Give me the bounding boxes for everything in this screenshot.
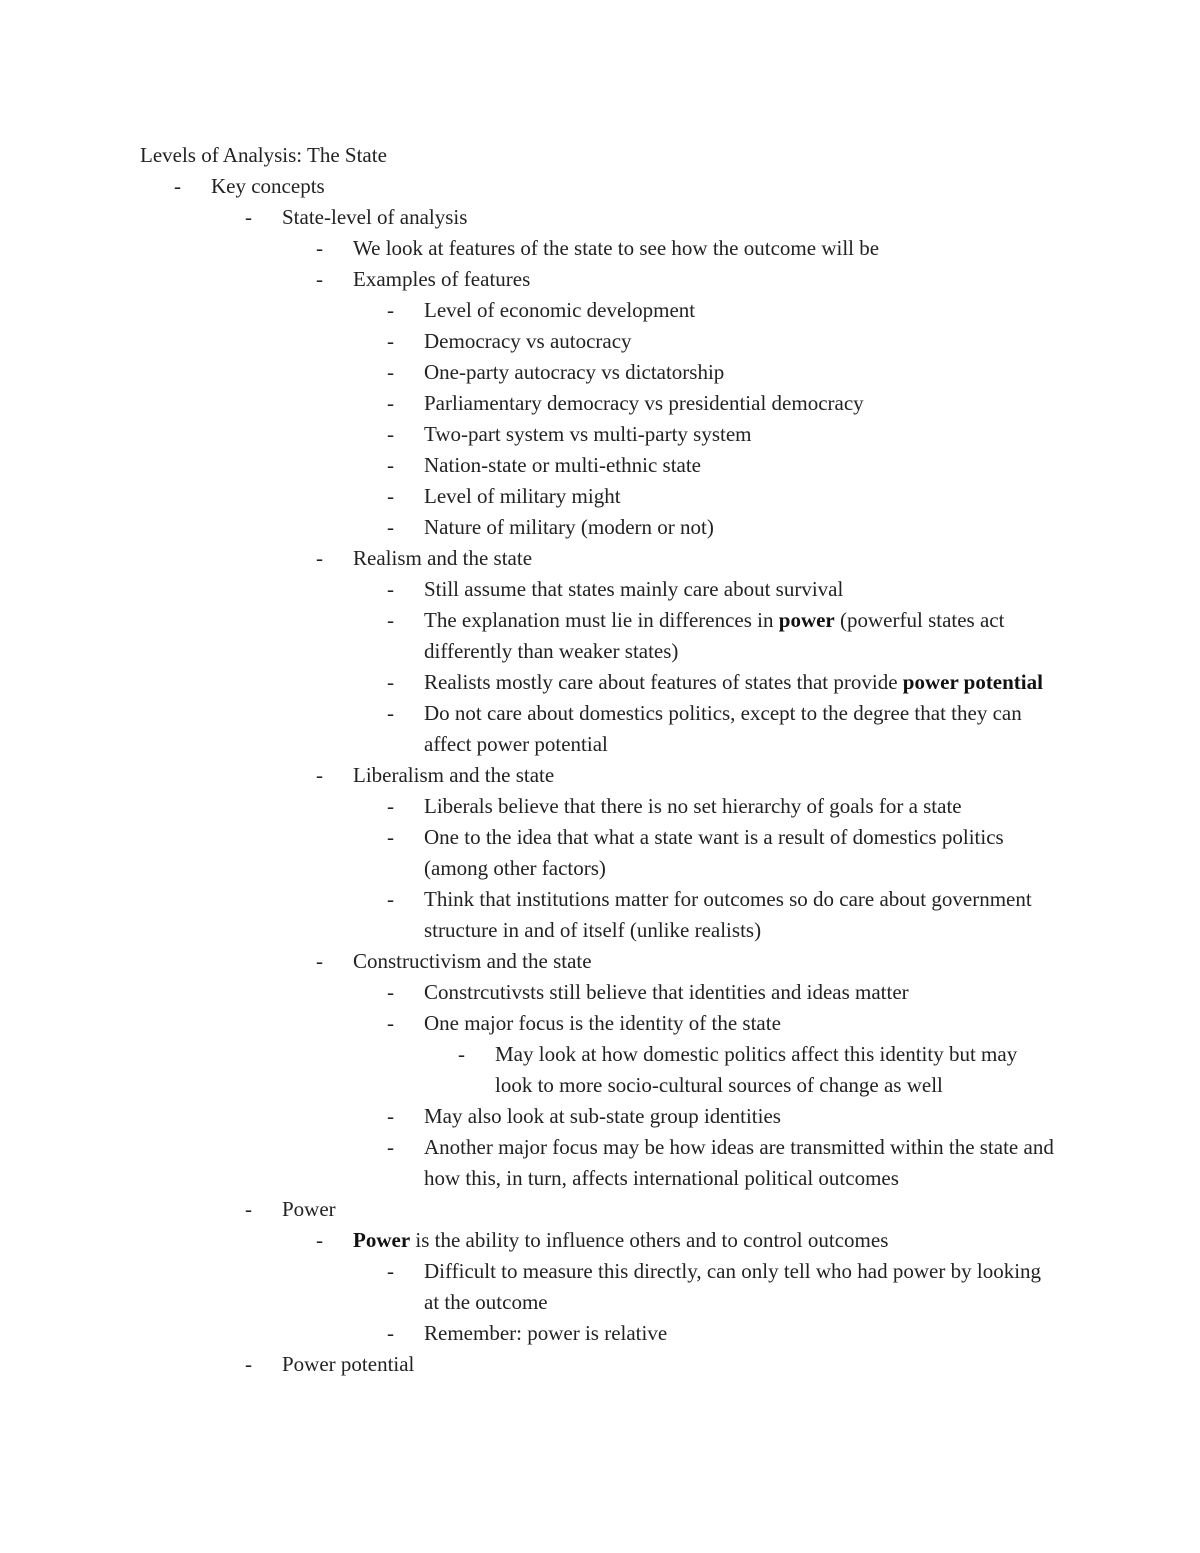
list-item (0, 326, 1200, 357)
list-item-text: Difficult to measure this directly, can only tell who had power by looking at the outcome (424, 1259, 1042, 1314)
bullet-dash: - (387, 980, 394, 1004)
list-item (0, 264, 1200, 295)
list-item-text: Power (282, 1197, 336, 1221)
list-item (0, 1318, 1200, 1349)
list-item (0, 605, 1200, 667)
list-item (0, 946, 1200, 977)
list-item (0, 1349, 1200, 1380)
bullet-dash: - (174, 174, 181, 198)
list-item (0, 1008, 1200, 1039)
list-item (0, 295, 1200, 326)
list-item (0, 357, 1200, 388)
bullet-dash: - (387, 608, 394, 632)
list-item (0, 1101, 1200, 1132)
outline-list (0, 171, 1200, 1380)
list-item-text: Remember: power is relative (424, 1321, 668, 1345)
bullet-dash: - (387, 1321, 394, 1345)
bullet-dash: - (387, 484, 394, 508)
list-item-text: May also look at sub-state group identities (424, 1104, 781, 1128)
list-item (0, 667, 1200, 698)
list-item-text: Level of military might (424, 484, 621, 508)
list-item-text: Power potential (282, 1352, 415, 1376)
document-title: Levels of Analysis: The State (140, 143, 387, 167)
list-item (0, 1225, 1200, 1256)
text-run: (powerful states act differently than weaker states) (424, 608, 1005, 663)
bullet-dash: - (387, 701, 394, 725)
bullet-dash: - (387, 1104, 394, 1128)
bullet-dash: - (387, 515, 394, 539)
list-item-text: Still assume that states mainly care about survival (424, 577, 844, 601)
list-item-text: Liberals believe that there is no set hierarchy of goals for a state (424, 794, 962, 818)
list-item (0, 884, 1200, 946)
list-item-text: May look at how domestic politics affect this identity but may look to more socio-cultural sources of change as well (495, 1042, 1018, 1097)
bullet-dash: - (387, 670, 394, 694)
list-item-text: Another major focus may be how ideas are transmitted within the state and how this, in turn, affects international political outcomes (424, 1135, 1054, 1190)
list-item (0, 791, 1200, 822)
list-item (0, 1132, 1200, 1194)
bullet-dash: - (245, 1352, 252, 1376)
list-item-text: One to the idea that what a state want is a result of domestics politics (among other factors) (424, 825, 1004, 880)
list-item-text: Two-part system vs multi-party system (424, 422, 752, 446)
list-item-text: Parliamentary democracy vs presidential democracy (424, 391, 864, 415)
list-item-text: Do not care about domestics politics, except to the degree that they can affect power potential (424, 701, 1022, 756)
list-item-text: One-party autocracy vs dictatorship (424, 360, 725, 384)
bold-term: Power (353, 1228, 411, 1252)
list-item-text (424, 605, 1058, 667)
bullet-dash: - (387, 298, 394, 322)
bullet-dash: - (387, 887, 394, 911)
list-item (0, 1256, 1200, 1318)
list-item-text: Think that institutions matter for outcomes so do care about government structure in and of itself (unlike realists) (424, 887, 1032, 942)
list-item-text: Realism and the state (353, 546, 533, 570)
list-item (0, 822, 1200, 884)
list-item-text: We look at features of the state to see how the outcome will be (353, 236, 880, 260)
list-item-text: Nature of military (modern or not) (424, 515, 714, 539)
list-item (0, 574, 1200, 605)
bullet-dash: - (387, 329, 394, 353)
bullet-dash: - (245, 1197, 252, 1221)
bullet-dash: - (316, 949, 323, 973)
list-item (0, 388, 1200, 419)
text-run: is the ability to influence others and to control outcomes (410, 1228, 889, 1252)
list-item-text (424, 667, 1058, 698)
bullet-dash: - (387, 453, 394, 477)
bullet-dash: - (387, 360, 394, 384)
list-item-text: Constrcutivsts still believe that identities and ideas matter (424, 980, 909, 1004)
bullet-dash: - (387, 825, 394, 849)
list-item-text: Nation-state or multi-ethnic state (424, 453, 701, 477)
bullet-dash: - (387, 1259, 394, 1283)
bullet-dash: - (316, 1228, 323, 1252)
bullet-dash: - (387, 577, 394, 601)
bullet-dash: - (387, 422, 394, 446)
list-item (0, 233, 1200, 264)
list-item (0, 698, 1200, 760)
list-item (0, 1039, 1200, 1101)
list-item-text: Democracy vs autocracy (424, 329, 632, 353)
bullet-dash: - (387, 1135, 394, 1159)
list-item (0, 760, 1200, 791)
list-item (0, 977, 1200, 1008)
list-item-text (353, 1225, 1058, 1256)
bullet-dash: - (387, 391, 394, 415)
bullet-dash: - (316, 267, 323, 291)
bullet-dash: - (316, 546, 323, 570)
list-item-text: Liberalism and the state (353, 763, 555, 787)
bullet-dash: - (316, 236, 323, 260)
list-item-text: Constructivism and the state (353, 949, 592, 973)
bold-term: power potential (902, 670, 1043, 694)
list-item-text: Level of economic development (424, 298, 696, 322)
list-item (0, 202, 1200, 233)
list-item (0, 171, 1200, 202)
list-item-text: State-level of analysis (282, 205, 468, 229)
list-item (0, 450, 1200, 481)
bullet-dash: - (458, 1042, 465, 1066)
bold-term: power (778, 608, 835, 632)
list-item (0, 512, 1200, 543)
text-run: Realists mostly care about features of states that provide (424, 670, 903, 694)
list-item-text: One major focus is the identity of the state (424, 1011, 781, 1035)
list-item (0, 481, 1200, 512)
list-item-text: Examples of features (353, 267, 531, 291)
bullet-dash: - (387, 794, 394, 818)
list-item (0, 419, 1200, 450)
list-item (0, 1194, 1200, 1225)
bullet-dash: - (245, 205, 252, 229)
text-run: The explanation must lie in differences in (424, 608, 779, 632)
list-item-text: Key concepts (211, 174, 325, 198)
list-item (0, 543, 1200, 574)
bullet-dash: - (387, 1011, 394, 1035)
bullet-dash: - (316, 763, 323, 787)
